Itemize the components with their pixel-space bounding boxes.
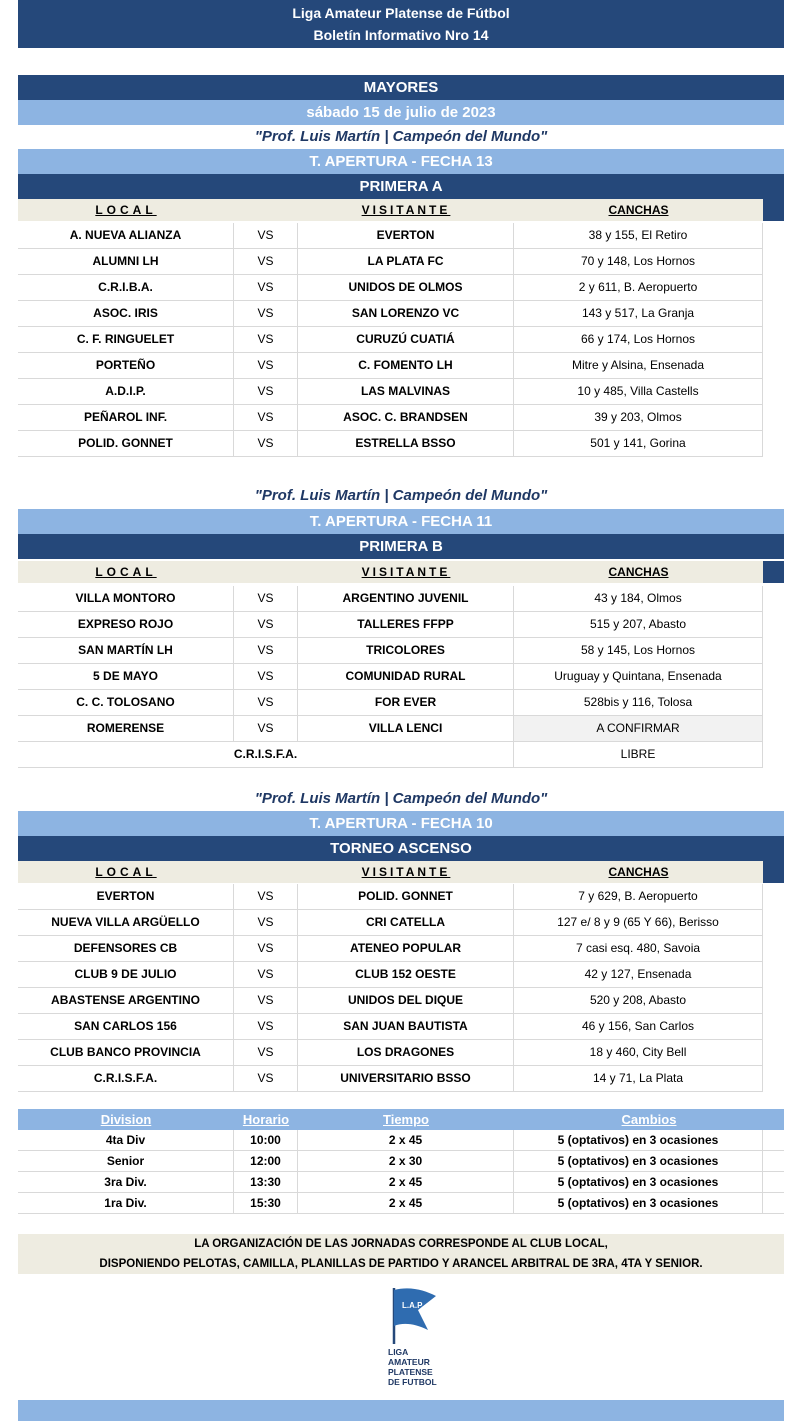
vs-label: VS — [234, 690, 298, 715]
match-row — [18, 1066, 763, 1092]
match-row — [18, 884, 763, 910]
schedule-table — [18, 1109, 784, 1214]
local-team: C. F. RINGUELET — [18, 327, 234, 352]
field-location: 7 casi esq. 480, Savoia — [514, 936, 763, 961]
category-title: MAYORES — [18, 75, 784, 100]
match-row — [18, 223, 763, 249]
local-team: POLID. GONNET — [18, 431, 234, 456]
match-row — [18, 962, 763, 988]
note-line-1: LA ORGANIZACIÓN DE LAS JORNADAS CORRESPONDE AL CLUB LOCAL, — [194, 1238, 608, 1250]
visiting-team: TALLERES FFPP — [298, 612, 514, 637]
col-visitante: VISITANTE — [361, 865, 451, 879]
col-local: LOCAL — [95, 203, 157, 217]
free-team: C.R.I.S.F.A. — [18, 742, 514, 767]
match-row — [18, 405, 763, 431]
visiting-team: CRI CATELLA — [298, 910, 514, 935]
substitutions: 5 (optativos) en 3 ocasiones — [514, 1193, 763, 1213]
header-tail — [763, 861, 784, 883]
visiting-team: FOR EVER — [298, 690, 514, 715]
match-row — [18, 275, 763, 301]
schedule-row — [18, 1172, 784, 1193]
match-length: 2 x 45 — [298, 1130, 514, 1150]
footer-bar — [18, 1400, 784, 1421]
primera-a-round: T. APERTURA - FECHA 13 — [18, 149, 784, 174]
match-row — [18, 1014, 763, 1040]
field-location: 7 y 629, B. Aeropuerto — [514, 884, 763, 909]
free-label: LIBRE — [514, 742, 763, 767]
match-row — [18, 612, 763, 638]
col-local: LOCAL — [95, 865, 157, 879]
primera-b-round: T. APERTURA - FECHA 11 — [18, 509, 784, 534]
field-location: 18 y 460, City Bell — [514, 1040, 763, 1065]
visiting-team: LAS MALVINAS — [298, 379, 514, 404]
visiting-team: ARGENTINO JUVENIL — [298, 586, 514, 611]
match-length: 2 x 30 — [298, 1151, 514, 1171]
vs-label: VS — [234, 327, 298, 352]
match-row — [18, 936, 763, 962]
field-location: 14 y 71, La Plata — [514, 1066, 763, 1091]
local-team: EVERTON — [18, 884, 234, 909]
visiting-team: SAN JUAN BAUTISTA — [298, 1014, 514, 1039]
visiting-team: EVERTON — [298, 223, 514, 248]
match-row — [18, 249, 763, 275]
field-location: 520 y 208, Abasto — [514, 988, 763, 1013]
local-team: DEFENSORES CB — [18, 936, 234, 961]
vs-label: VS — [234, 962, 298, 987]
local-team: C.R.I.S.F.A. — [18, 1066, 234, 1091]
primera-a-title: PRIMERA A — [18, 174, 784, 199]
vs-label: VS — [234, 612, 298, 637]
visiting-team: VILLA LENCI — [298, 716, 514, 741]
substitutions: 5 (optativos) en 3 ocasiones — [514, 1151, 763, 1171]
vs-label: VS — [234, 275, 298, 300]
vs-label: VS — [234, 1040, 298, 1065]
motto: "Prof. Luis Martín | Campeón del Mundo" — [254, 487, 548, 504]
primera-b-matches — [18, 586, 763, 768]
kickoff-time: 15:30 — [234, 1193, 298, 1213]
note-line-2: DISPONIENDO PELOTAS, CAMILLA, PLANILLAS DE PARTIDO Y ARANCEL ARBITRAL DE 3RA, 4TA Y SENIOR. — [99, 1258, 703, 1270]
match-row — [18, 379, 763, 405]
local-team: ABASTENSE ARGENTINO — [18, 988, 234, 1013]
field-location: Uruguay y Quintana, Ensenada — [514, 664, 763, 689]
field-location: 501 y 141, Gorina — [514, 431, 763, 456]
col-visitante: VISITANTE — [361, 565, 451, 579]
match-length: 2 x 45 — [298, 1193, 514, 1213]
visiting-team: UNIDOS DE OLMOS — [298, 275, 514, 300]
vs-label: VS — [234, 249, 298, 274]
logo-flag-text: L.A.P. — [402, 1301, 424, 1310]
vs-label: VS — [234, 301, 298, 326]
local-team: A. NUEVA ALIANZA — [18, 223, 234, 248]
ascenso-round: T. APERTURA - FECHA 10 — [18, 811, 784, 836]
visiting-team: LA PLATA FC — [298, 249, 514, 274]
vs-label: VS — [234, 936, 298, 961]
match-row — [18, 988, 763, 1014]
visiting-team: C. FOMENTO LH — [298, 353, 514, 378]
field-location: A CONFIRMAR — [514, 716, 763, 741]
league-title: Liga Amateur Platense de Fútbol — [292, 5, 510, 21]
vs-label: VS — [234, 353, 298, 378]
field-location: 46 y 156, San Carlos — [514, 1014, 763, 1039]
vs-label: VS — [234, 586, 298, 611]
header-tail — [763, 199, 784, 221]
match-length: 2 x 45 — [298, 1172, 514, 1192]
field-location: 39 y 203, Olmos — [514, 405, 763, 430]
schedule-col-horario: Horario — [242, 1112, 290, 1127]
visiting-team: COMUNIDAD RURAL — [298, 664, 514, 689]
match-row — [18, 586, 763, 612]
local-team: C. C. TOLOSANO — [18, 690, 234, 715]
match-row — [18, 664, 763, 690]
schedule-row — [18, 1151, 784, 1172]
local-team: ASOC. IRIS — [18, 301, 234, 326]
vs-label: VS — [234, 716, 298, 741]
division: 1ra Div. — [18, 1193, 234, 1213]
local-team: PORTEÑO — [18, 353, 234, 378]
ascenso-matches — [18, 884, 763, 1092]
vs-label: VS — [234, 223, 298, 248]
match-row — [18, 301, 763, 327]
match-row — [18, 910, 763, 936]
col-canchas: CANCHAS — [608, 865, 669, 879]
field-location: 10 y 485, Villa Castells — [514, 379, 763, 404]
field-location: Mitre y Alsina, Ensenada — [514, 353, 763, 378]
visiting-team: ESTRELLA BSSO — [298, 431, 514, 456]
match-row — [18, 638, 763, 664]
visiting-team: SAN LORENZO VC — [298, 301, 514, 326]
visiting-team: UNIVERSITARIO BSSO — [298, 1066, 514, 1091]
kickoff-time: 12:00 — [234, 1151, 298, 1171]
primera-a-column-header — [18, 199, 763, 221]
field-location: 58 y 145, Los Hornos — [514, 638, 763, 663]
match-row — [18, 353, 763, 379]
visiting-team: TRICOLORES — [298, 638, 514, 663]
field-location: 42 y 127, Ensenada — [514, 962, 763, 987]
vs-label: VS — [234, 431, 298, 456]
primera-a-matches — [18, 223, 763, 457]
local-team: C.R.I.B.A. — [18, 275, 234, 300]
substitutions: 5 (optativos) en 3 ocasiones — [514, 1130, 763, 1150]
local-team: SAN MARTÍN LH — [18, 638, 234, 663]
logo-text: LIGA AMATEUR PLATENSE DE FUTBOL — [388, 1347, 437, 1387]
kickoff-time: 10:00 — [234, 1130, 298, 1150]
field-location: 143 y 517, La Granja — [514, 301, 763, 326]
col-canchas: CANCHAS — [608, 203, 669, 217]
visiting-team: CURUZÚ CUATIÁ — [298, 327, 514, 352]
match-row — [18, 327, 763, 353]
local-team: SAN CARLOS 156 — [18, 1014, 234, 1039]
field-location: 515 y 207, Abasto — [514, 612, 763, 637]
visiting-team: ASOC. C. BRANDSEN — [298, 405, 514, 430]
local-team: ALUMNI LH — [18, 249, 234, 274]
col-local: LOCAL — [95, 565, 157, 579]
ascenso-column-header — [18, 861, 763, 883]
division: 3ra Div. — [18, 1172, 234, 1192]
organization-note — [18, 1234, 784, 1274]
match-row — [18, 716, 763, 742]
local-team: CLUB 9 DE JULIO — [18, 962, 234, 987]
local-team: ROMERENSE — [18, 716, 234, 741]
division: Senior — [18, 1151, 234, 1171]
division: 4ta Div — [18, 1130, 234, 1150]
vs-label: VS — [234, 638, 298, 663]
vs-label: VS — [234, 664, 298, 689]
visiting-team: POLID. GONNET — [298, 884, 514, 909]
match-row — [18, 1040, 763, 1066]
schedule-header — [18, 1109, 784, 1130]
header-tail — [763, 561, 784, 583]
vs-label: VS — [234, 910, 298, 935]
schedule-row — [18, 1193, 784, 1214]
motto: "Prof. Luis Martín | Campeón del Mundo" — [254, 790, 548, 807]
local-team: PEÑAROL INF. — [18, 405, 234, 430]
visiting-team: LOS DRAGONES — [298, 1040, 514, 1065]
bulletin-number: Boletín Informativo Nro 14 — [313, 27, 489, 43]
free-team-row — [18, 742, 763, 768]
motto: "Prof. Luis Martín | Campeón del Mundo" — [254, 128, 548, 145]
field-location: 66 y 174, Los Hornos — [514, 327, 763, 352]
visiting-team: CLUB 152 OESTE — [298, 962, 514, 987]
match-row — [18, 690, 763, 716]
field-location: 38 y 155, El Retiro — [514, 223, 763, 248]
match-date: sábado 15 de julio de 2023 — [18, 100, 784, 125]
local-team: NUEVA VILLA ARGÜELLO — [18, 910, 234, 935]
local-team: CLUB BANCO PROVINCIA — [18, 1040, 234, 1065]
schedule-col-division: Division — [100, 1112, 152, 1127]
schedule-col-cambios: Cambios — [621, 1112, 677, 1127]
ascenso-title: TORNEO ASCENSO — [18, 836, 784, 861]
vs-label: VS — [234, 988, 298, 1013]
field-location: 528bis y 116, Tolosa — [514, 690, 763, 715]
visiting-team: ATENEO POPULAR — [298, 936, 514, 961]
local-team: 5 DE MAYO — [18, 664, 234, 689]
local-team: VILLA MONTORO — [18, 586, 234, 611]
match-row — [18, 431, 763, 457]
field-location: 43 y 184, Olmos — [514, 586, 763, 611]
kickoff-time: 13:30 — [234, 1172, 298, 1192]
vs-label: VS — [234, 1014, 298, 1039]
vs-label: VS — [234, 405, 298, 430]
substitutions: 5 (optativos) en 3 ocasiones — [514, 1172, 763, 1192]
field-location: 127 e/ 8 y 9 (65 Y 66), Berisso — [514, 910, 763, 935]
visiting-team: UNIDOS DEL DIQUE — [298, 988, 514, 1013]
vs-label: VS — [234, 379, 298, 404]
primera-b-title: PRIMERA B — [18, 534, 784, 559]
local-team: EXPRESO ROJO — [18, 612, 234, 637]
col-canchas: CANCHAS — [608, 565, 669, 579]
schedule-col-tiempo: Tiempo — [383, 1112, 429, 1127]
col-visitante: VISITANTE — [361, 203, 451, 217]
schedule-row — [18, 1130, 784, 1151]
field-location: 2 y 611, B. Aeropuerto — [514, 275, 763, 300]
vs-label: VS — [234, 884, 298, 909]
vs-label: VS — [234, 1066, 298, 1091]
bulletin-header — [18, 0, 784, 48]
field-location: 70 y 148, Los Hornos — [514, 249, 763, 274]
primera-b-column-header — [18, 561, 763, 583]
local-team: A.D.I.P. — [18, 379, 234, 404]
